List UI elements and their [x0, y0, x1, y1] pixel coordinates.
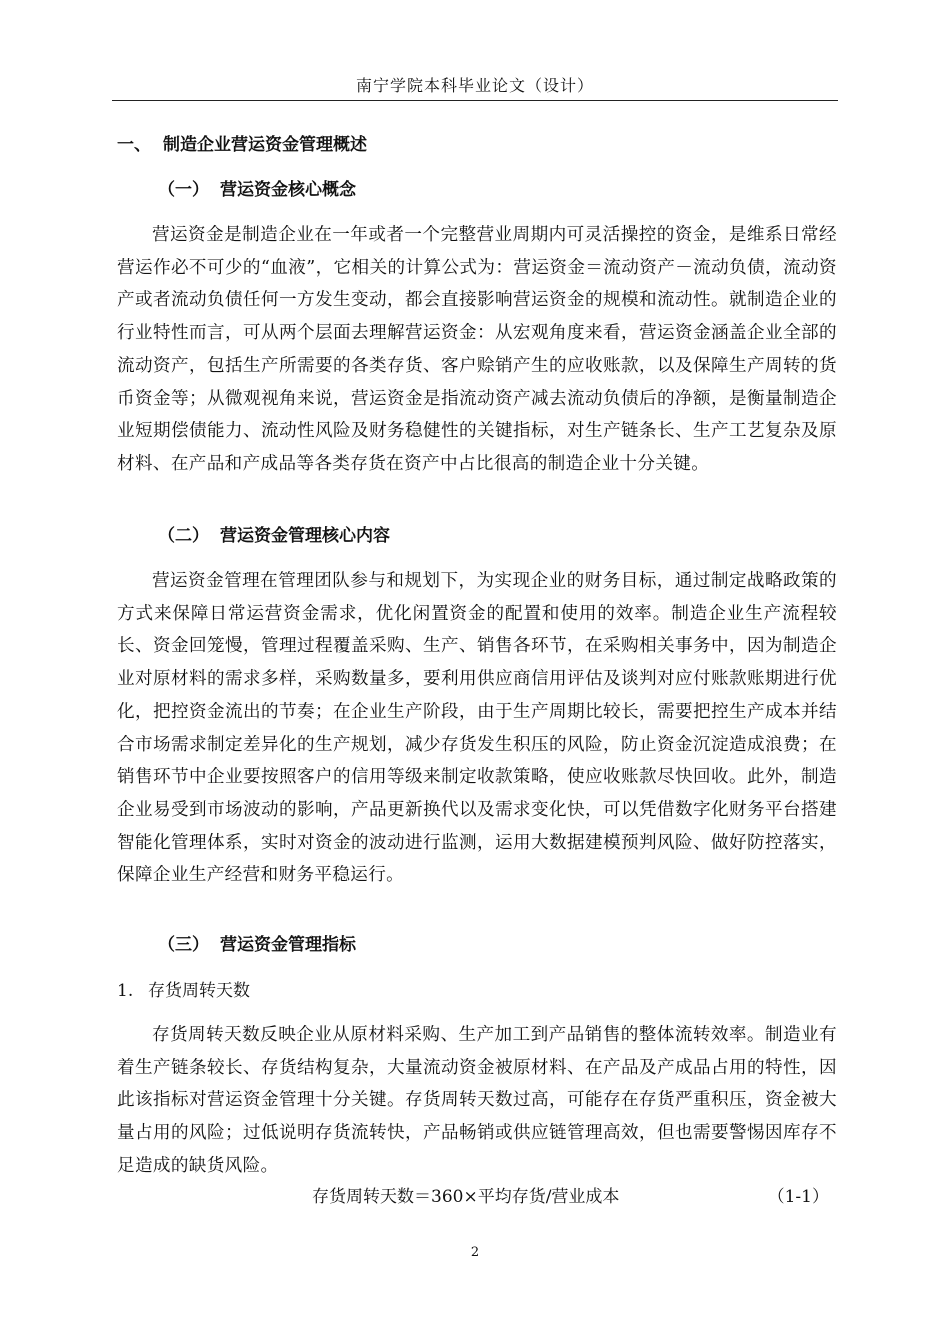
subsection-title: 营运资金核心概念: [220, 180, 356, 200]
subsection-number: （二）: [158, 526, 209, 546]
item-title: 存货周转天数: [148, 981, 250, 1001]
formula-line: [117, 1182, 837, 1212]
running-header: 南宁学院本科毕业论文（设计）: [355, 76, 594, 95]
body-paragraph-3: 存货周转天数反映企业从原材料采购、生产加工到产品销售的整体流转效率。制造业有着生产链条较长、存货结构复杂，大量流动资金被原材料、在产品及产成品占用的特性，因此该指标对营运资金管理十分关键。存货周转天数过高，可能存在存货严重积压，资金被大量占用的风险；过低说明存货流转快，产品畅销或供应链管理高效，但也需要警惕因库存不足造成的缺货风险。: [117, 1025, 837, 1176]
subsection-heading-2: [158, 522, 390, 550]
section-number: 一、: [117, 135, 151, 155]
subsection-heading-3: [158, 931, 356, 959]
subsection-number: （一）: [158, 180, 209, 200]
body-paragraph-1: 营运资金是制造企业在一年或者一个完整营业周期内可灵活操控的资金，是维系日常经营运作必不可少的“血液”，它相关的计算公式为：营运资金＝流动资产－流动负债，流动资产或者流动负债任何一方发生变动，都会直接影响营运资金的规模和流动性。就制造企业的行业特性而言，可从两个层面去理解营运资金：从宏观角度来看，营运资金涵盖企业全部的流动资产，包括生产所需要的各类存货、客户赊销产生的应收账款，以及保障生产周转的货币资金等；从微观视角来说，营运资金是指流动资产减去流动负债后的净额，是衡量制造企业短期偿债能力、流动性风险及财务稳健性的关键指标，对生产链条长、生产工艺复杂及原材料、在产品和产成品等各类存货在资产中占比很高的制造企业十分关键。: [117, 225, 837, 474]
body-paragraph-2: 营运资金管理在管理团队参与和规划下，为实现企业的财务目标，通过制定战略政策的方式来保障日常运营资金需求，优化闲置资金的配置和使用的效率。制造企业生产流程较长、资金回笼慢，管理过程覆盖采购、生产、销售各环节，在采购相关事务中，因为制造企业对原材料的需求多样，采购数量多，要利用供应商信用评估及谈判对应付账款账期进行优化，把控资金流出的节奏；在企业生产阶段，由于生产周期比较长，需要把控生产成本并结合市场需求制定差异化的生产规划，减少存货发生积压的风险，防止资金沉淀造成浪费；在销售环节中企业要按照客户的信用等级来制定收款策略，使应收账款尽快回收。此外，制造企业易受到市场波动的影响，产品更新换代以及需求变化快，可以凭借数字化财务平台搭建智能化管理体系，实时对资金的波动进行监测，运用大数据建模预判风险、做好防控落实，保障企业生产经营和财务平稳运行。: [117, 571, 837, 886]
section-heading: [117, 131, 367, 159]
formula-expression: 存货周转天数＝360×平均存货/营业成本: [312, 1187, 620, 1207]
header-rule: [112, 100, 838, 101]
page-number: 2: [470, 1245, 480, 1260]
subsection-title: 营运资金管理指标: [220, 935, 356, 955]
subsection-title: 营运资金管理核心内容: [220, 526, 390, 546]
item-heading-1: [117, 977, 250, 1005]
equation-number: （1-1）: [767, 1187, 829, 1207]
subsection-heading-1: [158, 176, 356, 204]
section-title: 制造企业营运资金管理概述: [163, 135, 367, 155]
item-number: 1.: [117, 981, 134, 1001]
subsection-number: （三）: [158, 935, 209, 955]
